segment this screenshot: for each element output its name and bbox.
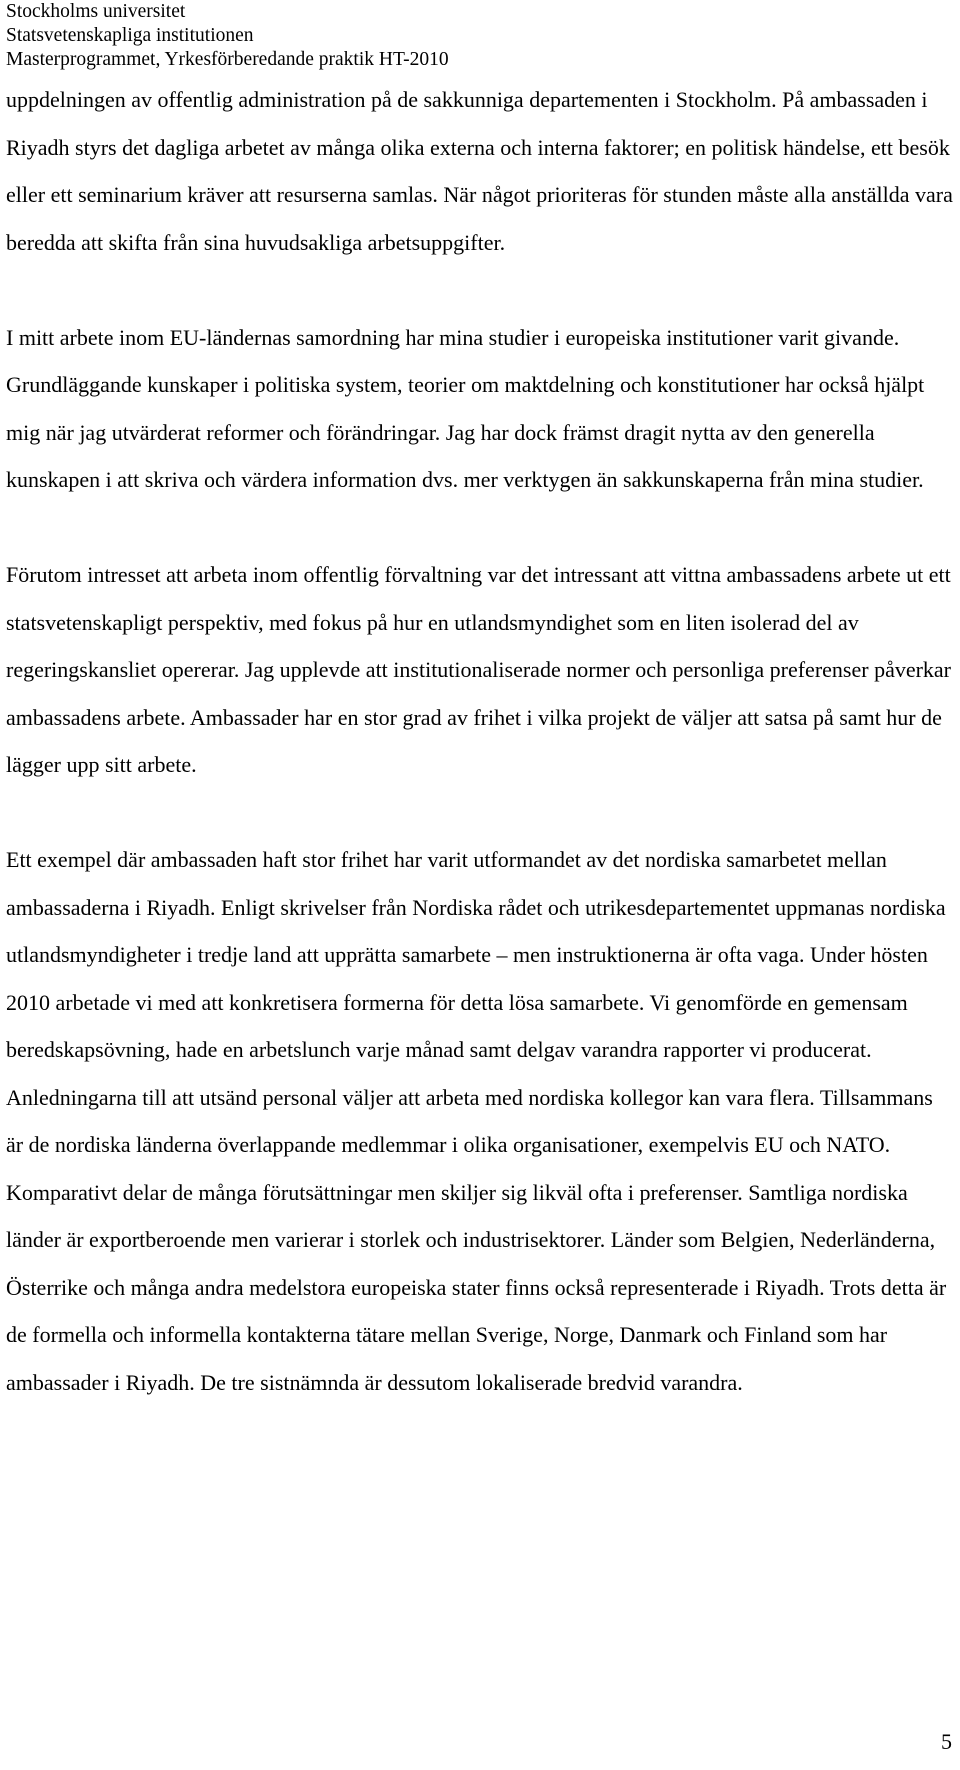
document-body [6, 76, 954, 1406]
paragraph-3: Förutom intresset att arbeta inom offentlig förvaltning var det intressant att vittna ambassadens arbete ut ett statsvetenskapligt perspektiv, med fokus på hur en utlandsmyndighet som en liten isolerad del av regeringskansliet opererar. Jag upplevde att institutionaliserade normer och personliga preferenser påverkar ambassadens arbete. Ambassader har en stor grad av frihet i vilka projekt de väljer att satsa på samt hur de lägger upp sitt arbete. [6, 562, 952, 777]
page-header [6, 0, 946, 72]
paragraph-4: Ett exempel där ambassaden haft stor frihet har varit utformandet av det nordiska samarbetet mellan ambassaderna i Riyadh. Enligt skrivelser från Nordiska rådet och utrikesdepartementet uppmanas nordiska utlandsmyndigheter i tredje land att upprätta samarbete – men instruktionerna är ofta vaga. Under hösten 2010 arbetade vi med att konkretisera formerna för detta lösa samarbete. Vi genomförde en gemensam beredskapsövning, hade en arbetslunch varje månad samt delgav varandra rapporter vi producerat. Anledningarna till att utsänd personal väljer att arbeta med nordiska kollegor kan vara flera. Tillsammans är de nordiska länderna överlappande medlemmar i olika organisationer, exempelvis EU och NATO. Komparativt delar de många förutsättningar men skiljer sig likväl ofta i preferenser. Samtliga nordiska länder är exportberoende men varierar i storlek och industrisektorer. Länder som Belgien, Nederländerna, Österrike och många andra medelstora europeiska stater finns också representerade i Riyadh. Trots detta är de formella och informella kontakterna tätare mellan Sverige, Norge, Danmark och Finland som har ambassader i Riyadh. De tre sistnämnda är dessutom lokaliserade bredvid varandra. [6, 847, 947, 1395]
header-department: Statsvetenskapliga institutionen [6, 25, 254, 46]
paragraph-1: uppdelningen av offentlig administration på de sakkunniga departementen i Stockholm. På ambassaden i Riyadh styrs det dagliga arbetet av många olika externa och interna faktorer; en politisk händelse, ett besök eller ett seminarium kräver att resurserna samlas. När något prioriteras för stunden måste alla anställda vara beredda att skifta från sina huvudsakliga arbetsuppgifter. [6, 87, 953, 255]
header-university: Stockholms universitet [6, 1, 186, 22]
header-course: Masterprogrammet, Yrkesförberedande praktik HT-2010 [6, 49, 449, 70]
page-number: 5 [941, 1729, 952, 1754]
paragraph-2: I mitt arbete inom EU-ländernas samordning har mina studier i europeiska institutioner varit givande. Grundläggande kunskaper i politiska system, teorier om maktdelning och konstitutioner har också hjälpt mig när jag utvärderat reformer och förändringar. Jag har dock främst dragit nytta av den generella kunskapen i att skriva och värdera information dvs. mer verktygen än sakkunskaperna från mina studier. [6, 324, 925, 492]
